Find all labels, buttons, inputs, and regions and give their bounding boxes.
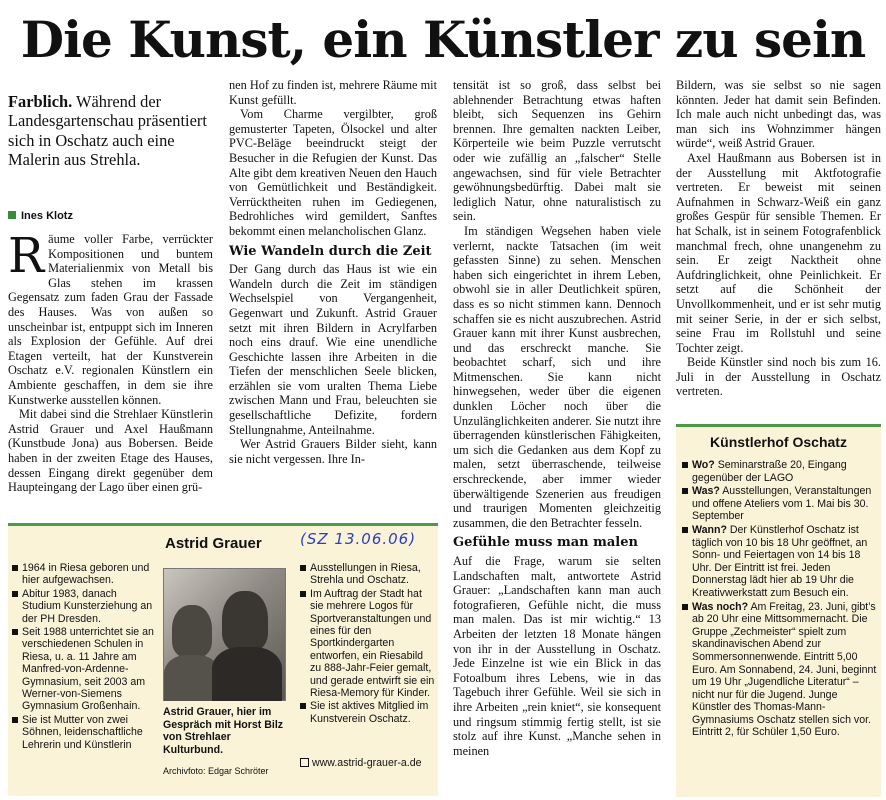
article-column-3 xyxy=(453,78,661,758)
author-byline xyxy=(8,210,213,222)
info-box-body xyxy=(682,459,878,740)
info-item-was: Was? Ausstellungen, Veranstaltungen und offene Ateliers vom 1. Mai bis 30. September xyxy=(682,485,878,523)
drop-cap: R xyxy=(8,228,45,284)
photo-figure-woman xyxy=(222,591,268,651)
info-item-was-noch: Was noch? Am Freitag, 23. Juni, gibt’s ab 20 Uhr eine Mittsommernacht. Die Gruppe „Zechmeister“ spielt zum skandinavischen Abend zur Sommersonnenwende. Eintritt 5,00 Euro. Am Sonnabend, 24. Juni, beginnt um 19 Uhr „Jugendliche Literatur“ – nicht nur für die Jugend. Junge Künstler des Thomas-Mann-Gymnasiums Oschatz stellen sich vor. Eintritt 2, für Schüler 1,50 Euro. xyxy=(682,601,878,740)
lead-paragraph xyxy=(8,92,213,170)
photo-figure-man xyxy=(172,605,212,657)
lead-kicker: Farblich. xyxy=(8,92,73,111)
col3-paragraph-3: Auf die Frage, warum sie selten Landschaften malt, antwortete Astrid Grauer: „Landschaften kann man auch fotografieren, Gefühle nicht, die muss man malen. Das ist mir wichtig.“ 13 Arbeiten der letzten 18 Monate hängen von ihr in der Ausstellung in Oschatz. Jede Einzelne ist wie ein Blick in das Fotoalbum ihres Lebens, wie in das Tagebuch ihrer Gefühle. Weil sie sich in ihre Arbeiten „rein kniet“, sie konsequent und ringsum stimmig fertig stellt, ist sie stolz auf ihre Kunst. „Manche sehen in meinen xyxy=(453,554,661,758)
subheading-zeit: Wie Wandeln durch die Zeit xyxy=(229,243,432,259)
profile-box-title: Astrid Grauer xyxy=(165,535,262,552)
article-column-1 xyxy=(8,228,213,495)
list-item: Seit 1988 unterrichtet sie an verschiedenen Schulen in Riesa, u. a. 11 Jahre am Manfred-von-Ardenne-Gymnasium, seit 2003 am Werner-von-Siemens Gymnasium Großenhain. xyxy=(12,626,157,713)
photo-figure-woman-body xyxy=(212,647,282,701)
photo-credit: Archivfoto: Edgar Schröter xyxy=(163,766,269,776)
website-line xyxy=(300,757,435,769)
info-item-wann: Wann? Der Künstlerhof Oschatz ist täglich von 10 bis 18 Uhr geöffnet, an Sonn- und Feiertagen von 14 bis 18 Uhr. Der Eintritt ist frei. Jeden Donnerstag lädt hier ab 19 Uhr die Kreativwerkstatt zum Besuch ein. xyxy=(682,524,878,600)
info-item-wo: Wo? Seminarstraße 20, Eingang gegenüber der LAGO xyxy=(682,459,878,484)
author-name: Ines Klotz xyxy=(21,210,73,222)
col2-paragraph-1: nen Hof zu finden ist, mehrere Räume mit Kunst gefüllt. xyxy=(229,78,437,107)
photo-caption: Astrid Grauer, hier im Gespräch mit Horst Bilz von Strehlaer Kulturbund. xyxy=(163,706,284,756)
col2-paragraph-2: Vom Charme vergilbter, groß gemusterter Tapeten, Ölsockel und alter PVC-Beläge beeindruckt steigt der Besucher in die Refugien der Kunst. Das Alte gibt dem kreativen Neuen den Hauch von Gemütlichkeit und Beständigkeit. Verrücktheiten ruhen im Gediegenen, Bedrohliches wird gemildert, Sanftes bekommt einen melancholischen Glanz. xyxy=(229,107,437,238)
handwritten-note: (SZ 13.06.06) xyxy=(300,530,417,548)
col4-paragraph-3: Beide Künstler sind noch bis zum 16. Juli in der Ausstellung in Oschatz vertreten. xyxy=(676,355,881,399)
profile-right-list xyxy=(300,562,435,726)
list-item: 1964 in Riesa geboren und hier aufgewachsen. xyxy=(12,562,157,587)
info-box-title: Künstlerhof Oschatz xyxy=(710,434,847,450)
col3-paragraph-1: tensität ist so groß, dass selbst bei ablehnender Betrachtung etwas haften bleibt, sich Sequenzen ins Gehirn brennen. Ihre gemalten nackten Leiber, Körperteile wie beim Puzzle verrutscht oder wie zufällig an „falscher“ Stelle angewachsen, sind für viele Betrachter gewöhnungsbedürftig. Dabei malt sie lediglich Natur, ohne naturalistisch zu sein. xyxy=(453,78,661,224)
list-item: Ausstellungen in Riesa, Strehla und Oschatz. xyxy=(300,562,435,587)
col1-paragraph-1: Räume voller Farbe, verrückter Kompositionen und buntem Materialienmix von Metall bis Glas stehen im krassen Gegensatz zum faden Grau der Fassade des Hauses. Was von außen so unscheinbar ist, entpuppt sich im Inneren als Explosion der Gefühle. Auf drei Etagen verteilt, hat der Kunstverein Oschatz e.V. regionalen Künstlern ein Ambiente geschaffen, in dem sie ihre Kunstwerke ausstellen können. xyxy=(8,228,213,407)
col2-paragraph-4: Wer Astrid Grauers Bilder sieht, kann sie nicht vergessen. Ihre In- xyxy=(229,437,437,466)
list-item: Im Auftrag der Stadt hat sie mehrere Logos für Sportveranstaltungen und eines für den Sportkindergarten entworfen, ein Riesabild zu 888-Jahr-Feier gemalt, und gerade entwirft sie ein Riesa-Memory für Kinder. xyxy=(300,588,435,700)
article-column-2 xyxy=(229,78,437,466)
website-link[interactable]: www.astrid-grauer-a.de xyxy=(312,757,422,769)
byline-square-icon xyxy=(8,211,16,219)
col4-paragraph-2: Axel Haußmann aus Bobersen ist in der Ausstellung mit Aktfotografie vertreten. Er beweist mit seinen Aufnahmen in Schwarz-Weiß ein ganz großes Gespür für sensible Themen. Er hat Schalk, ist in seinem Fotografenblick manchmal frech, ohne unangenehm zu sein. Er zeigt Nacktheit ohne Aufdringlichkeit, ohne Peinlichkeit. Er setzt auf die Schönheit der Unvollkommenheit, und er ist sehr mutig mit seiner Serie, in der er sich selbst, seine Frau im Rollstuhl und seine Tochter zeigt. xyxy=(676,150,881,355)
profile-left-list xyxy=(12,562,157,752)
article-column-4 xyxy=(676,78,881,399)
col4-paragraph-1: Bildern, was sie selbst so nie sagen könnten. Jeder hat damit sein Befinden. Ich male auch nicht unbedingt das, was man sich ins Wohnzimmer hängen würde“, weiß Astrid Grauer. xyxy=(676,78,881,151)
col1-paragraph-2: Mit dabei sind die Strehlaer Künstlerin Astrid Grauer und Axel Haußmann (Kunstbude Jona) aus Bobersen. Beide haben in der zweiten Etage des Hauses, dessen Eingang direkt gegenüber dem Haupteingang der Lago über einen grü- xyxy=(8,407,213,495)
headline: Die Kunst, ein Künstler zu sein xyxy=(20,10,866,69)
subheading-gefuehle: Gefühle muss man malen xyxy=(453,535,638,551)
list-item: Abitur 1983, danach Studium Kunsterziehung an der PH Dresden. xyxy=(12,588,157,625)
col2-paragraph-3: Der Gang durch das Haus ist wie ein Wandeln durch die Zeit im ständigen Wechselspiel von Vergangenheit, Gegenwart und Zukunft. Astrid Grauer setzt mit ihren Bildern in Acrylfarben noch eins drauf. Wie eine unendliche Geschichte lassen ihre Arbeiten in die Tiefen der menschlichen Seele blicken, erzählen sie vom uralten Thema Liebe zwischen Mann und Frau, beleuchten sie gesellschaftliche Defizite, fordern Stellungnahme, Anteilnahme. xyxy=(229,262,437,437)
col3-paragraph-2: Im ständigen Wegsehen haben viele verlernt, nackte Tatsachen (im weit gefassten Sinne) zu sehen. Menschen haben sich eingerichtet in ihrem Leben, obwohl sie in aller Deutlichkeit spüren, dass es so nicht stimmen kann. Dennoch schaffen sie es nicht auszubrechen. Astrid Grauer kann mit ihrer Kunst ausbrechen, und das erschreckt manche. Sie beobachtet scharf, sich und ihre Mitmenschen. Sie kann nicht hinwegsehen, weder über die eigenen dunklen Löcher noch über die Unzulänglichkeiten anderer. Sie nutzt ihre überragenden künstlerischen Fähigkeiten, um sich die Gedanken aus dem Kopf zu malen, setzt überraschende, teilweise erschreckende, aber immer wieder überwältigende Szenerien aus freudigen und traurigen Momenten gleichzeitig zusammen, die den Betrachter fesseln. xyxy=(453,223,661,530)
list-item: Sie ist Mutter von zwei Söhnen, leidenschaftliche Lehrerin und Künstlerin xyxy=(12,714,157,751)
lead-text: Während der Landesgartenschau präsentiert sich in Oschatz auch eine Malerin aus Strehla. xyxy=(8,92,207,170)
archive-photo xyxy=(163,568,286,701)
web-icon xyxy=(300,758,309,767)
list-item: Sie ist aktives Mitglied im Kunstverein Oschatz. xyxy=(300,700,435,725)
